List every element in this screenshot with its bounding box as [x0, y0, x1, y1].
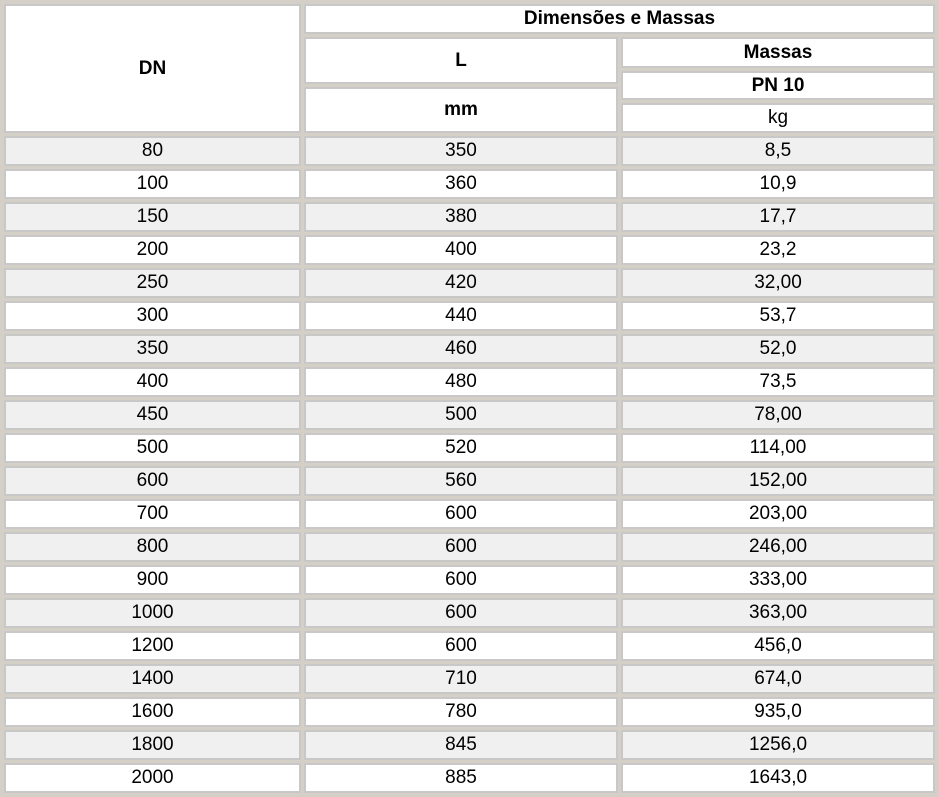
cell-dn: 1600: [4, 697, 301, 727]
cell-l: 600: [304, 532, 618, 562]
cell-l: 600: [304, 631, 618, 661]
cell-mass: 152,00: [621, 466, 935, 496]
cell-mass: 456,0: [621, 631, 935, 661]
cell-mass: 52,0: [621, 334, 935, 364]
cell-dn: 700: [4, 499, 301, 529]
cell-l: 885: [304, 763, 618, 793]
cell-dn: 200: [4, 235, 301, 265]
cell-l: 420: [304, 268, 618, 298]
cell-dn: 100: [4, 169, 301, 199]
cell-l: 480: [304, 367, 618, 397]
cell-dn: 2000: [4, 763, 301, 793]
cell-l: 560: [304, 466, 618, 496]
cell-dn: 250: [4, 268, 301, 298]
cell-dn: 150: [4, 202, 301, 232]
cell-l: 710: [304, 664, 618, 694]
cell-dn: 400: [4, 367, 301, 397]
cell-l: 600: [304, 598, 618, 628]
cell-mass: 1643,0: [621, 763, 935, 793]
cell-dn: 900: [4, 565, 301, 595]
cell-l: 600: [304, 565, 618, 595]
cell-dn: 1200: [4, 631, 301, 661]
cell-dn: 350: [4, 334, 301, 364]
cell-mass: 78,00: [621, 400, 935, 430]
header-group: Dimensões e Massas: [304, 4, 935, 34]
cell-mass: 73,5: [621, 367, 935, 397]
cell-dn: 80: [4, 136, 301, 166]
cell-mass: 53,7: [621, 301, 935, 331]
cell-dn: 500: [4, 433, 301, 463]
cell-mass: 246,00: [621, 532, 935, 562]
cell-mass: 333,00: [621, 565, 935, 595]
cell-l: 360: [304, 169, 618, 199]
cell-mass: 10,9: [621, 169, 935, 199]
cell-l: 500: [304, 400, 618, 430]
cell-mass: 674,0: [621, 664, 935, 694]
cell-dn: 1400: [4, 664, 301, 694]
header-l-unit: mm: [304, 87, 618, 133]
cell-l: 845: [304, 730, 618, 760]
cell-l: 380: [304, 202, 618, 232]
cell-l: 350: [304, 136, 618, 166]
cell-dn: 1000: [4, 598, 301, 628]
header-l: L: [304, 37, 618, 84]
cell-dn: 1800: [4, 730, 301, 760]
cell-mass: 8,5: [621, 136, 935, 166]
cell-l: 440: [304, 301, 618, 331]
header-dn: DN: [4, 4, 301, 133]
cell-mass: 32,00: [621, 268, 935, 298]
cell-mass: 935,0: [621, 697, 935, 727]
cell-mass: 203,00: [621, 499, 935, 529]
cell-l: 400: [304, 235, 618, 265]
header-mass-unit: kg: [621, 103, 935, 133]
cell-dn: 300: [4, 301, 301, 331]
header-massas: Massas: [621, 37, 935, 68]
cell-l: 460: [304, 334, 618, 364]
cell-l: 600: [304, 499, 618, 529]
cell-mass: 1256,0: [621, 730, 935, 760]
header-pn: PN 10: [621, 71, 935, 100]
cell-dn: 800: [4, 532, 301, 562]
cell-dn: 450: [4, 400, 301, 430]
cell-dn: 600: [4, 466, 301, 496]
cell-mass: 114,00: [621, 433, 935, 463]
cell-mass: 23,2: [621, 235, 935, 265]
cell-mass: 363,00: [621, 598, 935, 628]
cell-l: 780: [304, 697, 618, 727]
cell-mass: 17,7: [621, 202, 935, 232]
cell-l: 520: [304, 433, 618, 463]
